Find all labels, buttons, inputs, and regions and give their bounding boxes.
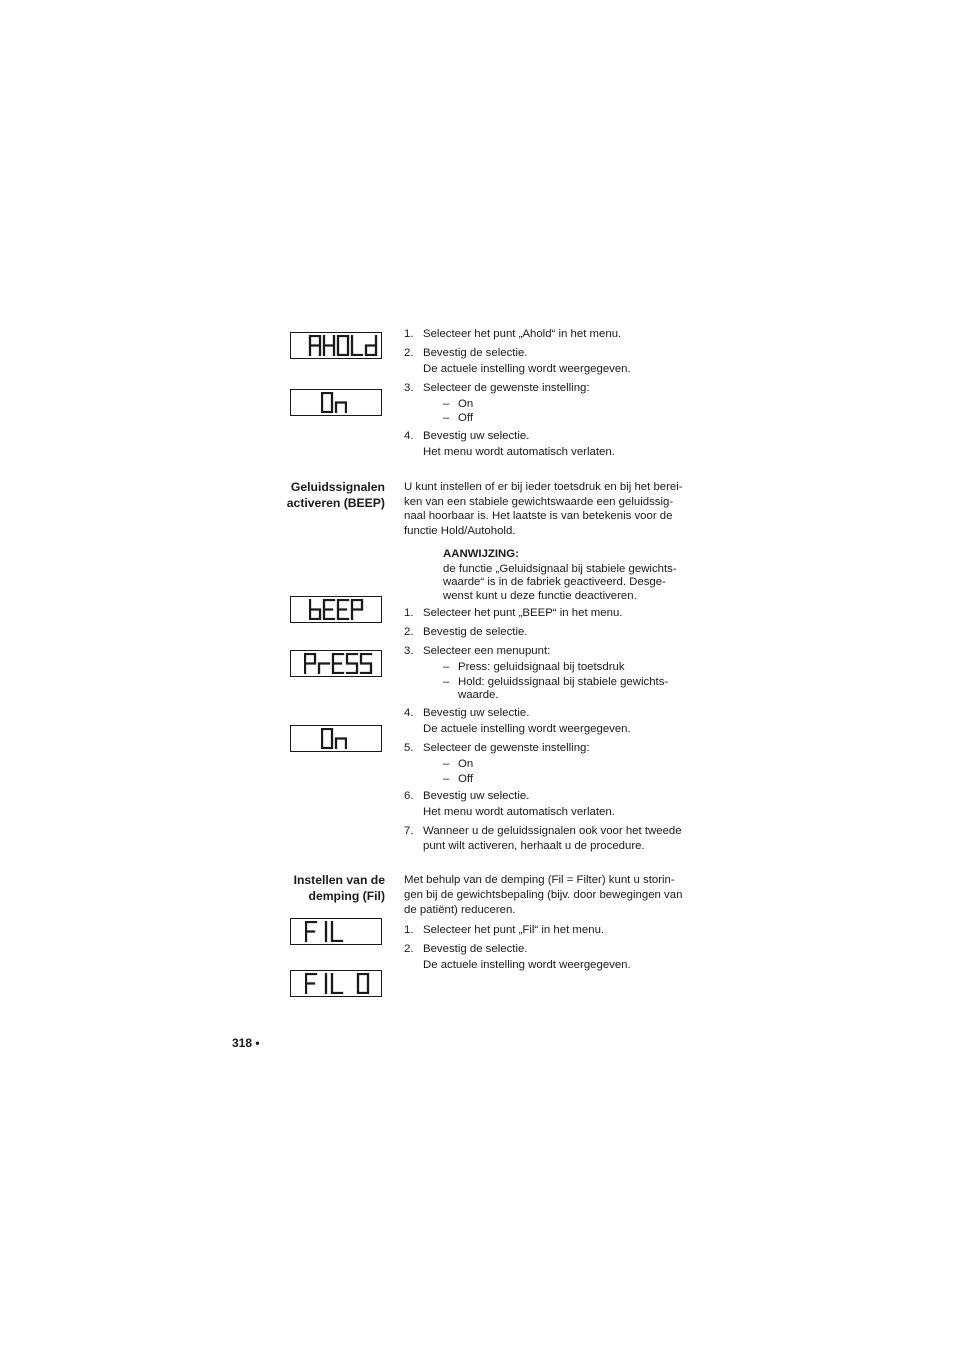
- option-text: Off: [458, 412, 473, 424]
- step-text: Bevestig de selectie.: [423, 347, 528, 359]
- paragraph-line: Met behulp van de demping (Fil = Filter) kunt u storin-: [404, 874, 675, 886]
- paragraph-line: naal hoorbaar is. Het laatste is van betekenis voor de: [404, 510, 673, 522]
- step-number: 1.: [404, 924, 414, 936]
- lcd-display-beep: [290, 596, 382, 623]
- lcd-digits: [309, 599, 365, 620]
- lcd-display-press: [290, 650, 382, 677]
- option-text: waarde.: [458, 689, 499, 701]
- step-number: 3.: [404, 645, 414, 657]
- section-heading: Geluidssignalen: [290, 480, 385, 494]
- lcd-digits: [321, 728, 347, 749]
- option-dash: –: [443, 412, 450, 424]
- step-text: De actuele instelling wordt weergegeven.: [423, 959, 631, 971]
- lcd-display-ahold: [290, 332, 382, 359]
- step-text: punt wilt activeren, herhaalt u de procedure.: [423, 840, 645, 852]
- step-text: Het menu wordt automatisch verlaten.: [423, 806, 615, 818]
- step-text: Bevestig uw selectie.: [423, 790, 530, 802]
- paragraph-line: de patiënt) reduceren.: [404, 904, 516, 916]
- step-text: Selecteer een menupunt:: [423, 645, 551, 657]
- lcd-display-fil-0: [290, 970, 382, 997]
- step-number: 6.: [404, 790, 414, 802]
- option-text: Hold: geluidssignaal bij stabiele gewichts-: [458, 676, 669, 688]
- step-text: Wanneer u de geluidssignalen ook voor het tweede: [423, 825, 682, 837]
- note-line: wenst kunt u deze functie deactiveren.: [443, 590, 637, 602]
- step-number: 1.: [404, 328, 414, 340]
- step-number: 7.: [404, 825, 414, 837]
- step-text: De actuele instelling wordt weergegeven.: [423, 723, 631, 735]
- section-heading: activeren (BEEP): [286, 496, 385, 510]
- step-text: Selecteer de gewenste instelling:: [423, 742, 590, 754]
- option-dash: –: [443, 661, 450, 673]
- step-number: 4.: [404, 430, 414, 442]
- step-number: 2.: [404, 347, 414, 359]
- step-text: Selecteer het punt „Fil“ in het menu.: [423, 924, 605, 936]
- lcd-digits: [305, 973, 371, 994]
- step-number: 4.: [404, 707, 414, 719]
- option-dash: –: [443, 758, 450, 770]
- lcd-digits: [305, 921, 345, 942]
- step-text: Bevestig uw selectie.: [423, 707, 530, 719]
- step-number: 3.: [404, 382, 414, 394]
- step-text: De actuele instelling wordt weergegeven.: [423, 363, 631, 375]
- step-number: 1.: [404, 607, 414, 619]
- lcd-display-fil: [290, 918, 382, 945]
- option-dash: –: [443, 398, 450, 410]
- page-number: 318 •: [232, 1036, 260, 1050]
- lcd-digits: [308, 335, 378, 356]
- step-number: 5.: [404, 742, 414, 754]
- paragraph-line: U kunt instellen of er bij ieder toetsdruk en bij het berei-: [404, 481, 683, 493]
- paragraph-line: gen bij de gewichtsbepaling (bijv. door bewegingen van: [404, 889, 683, 901]
- section-heading: demping (Fil): [308, 889, 385, 903]
- step-text: Bevestig de selectie.: [423, 626, 528, 638]
- step-text: Selecteer het punt „BEEP“ in het menu.: [423, 607, 623, 619]
- step-text: Het menu wordt automatisch verlaten.: [423, 446, 615, 458]
- option-text: On: [458, 758, 474, 770]
- lcd-digits: [321, 392, 347, 413]
- step-text: Selecteer de gewenste instelling:: [423, 382, 590, 394]
- note-line: de functie „Geluidsignaal bij stabiele gewichts-: [443, 563, 677, 575]
- option-text: Off: [458, 773, 473, 785]
- step-text: Bevestig de selectie.: [423, 943, 528, 955]
- step-number: 2.: [404, 943, 414, 955]
- step-number: 2.: [404, 626, 414, 638]
- option-dash: –: [443, 676, 450, 688]
- section-heading: Instellen van de: [293, 873, 385, 887]
- option-dash: –: [443, 773, 450, 785]
- lcd-display-on: [290, 725, 382, 752]
- paragraph-line: functie Hold/Autohold.: [404, 525, 516, 537]
- note-line: waarde“ is in de fabriek geactiveerd. Desge-: [443, 576, 666, 588]
- paragraph-line: ken van een stabiele gewichtswaarde een geluidssig-: [404, 496, 674, 508]
- note-title: AANWIJZING:: [443, 548, 519, 560]
- step-text: Selecteer het punt „Ahold“ in het menu.: [423, 328, 622, 340]
- step-text: Bevestig uw selectie.: [423, 430, 530, 442]
- lcd-display-on: [290, 389, 382, 416]
- option-text: Press: geluidsignaal bij toetsdruk: [458, 661, 625, 673]
- option-text: On: [458, 398, 474, 410]
- lcd-digits: [304, 653, 374, 674]
